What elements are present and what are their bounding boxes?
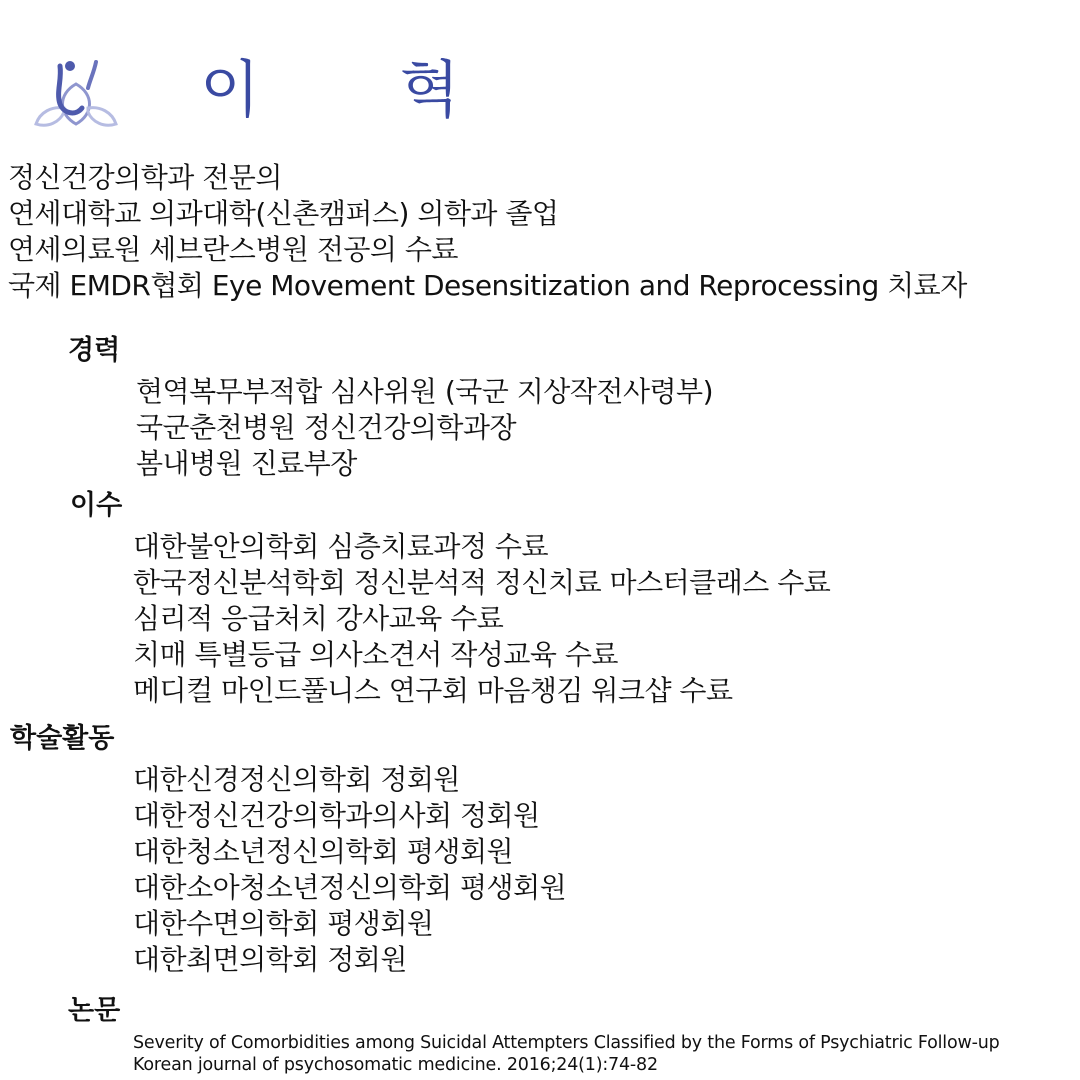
list-item: 현역복무부적합 심사위원 (국군 지상작전사령부) (136, 375, 714, 408)
list-item: 대한신경정신의학회 정회원 (133, 763, 460, 796)
academic-list (133, 762, 566, 978)
paper-title: Severity of Comorbidities among Suicidal Attempters Classified by the Forms of Psychiatric Follow-up (133, 1033, 1000, 1053)
doctor-name: 이 혁 (200, 53, 520, 126)
lotus-drop-icon (34, 58, 118, 132)
list-item: 대한수면의학회 평생회원 (133, 907, 434, 940)
list-item: 심리적 응급처치 강사교육 수료 (133, 602, 504, 635)
list-item: 봄내병원 진료부장 (136, 447, 357, 480)
intro-line: 국제 EMDR협회 Eye Movement Desensitization and Reprocessing 치료자 (8, 269, 967, 302)
academic-heading: 학술활동 (10, 723, 115, 754)
training-heading: 이수 (70, 490, 123, 521)
list-item: 대한소아청소년정신의학회 평생회원 (133, 871, 567, 904)
intro-line: 연세대학교 의과대학(신촌캠퍼스) 의학과 졸업 (8, 197, 559, 230)
papers-list (133, 1032, 1000, 1076)
intro-line: 연세의료원 세브란스병원 전공의 수료 (8, 233, 458, 266)
intro-section (8, 160, 967, 304)
list-item: 대한청소년정신의학회 평생회원 (133, 835, 514, 868)
training-list (133, 529, 830, 709)
career-heading: 경력 (68, 335, 121, 366)
career-list (136, 374, 713, 482)
intro-line: 정신건강의학과 전문의 (8, 161, 282, 194)
list-item: 대한최면의학회 정회원 (133, 943, 407, 976)
paper-citation: Korean journal of psychosomatic medicine. 2016;24(1):74-82 (133, 1055, 658, 1075)
papers-heading: 논문 (68, 995, 121, 1026)
list-item: 메디컬 마인드풀니스 연구회 마음챙김 워크샵 수료 (133, 674, 733, 707)
list-item: 치매 특별등급 의사소견서 작성교육 수료 (133, 638, 618, 671)
list-item: 한국정신분석학회 정신분석적 정신치료 마스터클래스 수료 (133, 566, 831, 599)
list-item: 대한정신건강의학과의사회 정회원 (133, 799, 540, 832)
list-item: 대한불안의학회 심층치료과정 수료 (133, 530, 549, 563)
list-item: 국군춘천병원 정신건강의학과장 (136, 411, 517, 444)
